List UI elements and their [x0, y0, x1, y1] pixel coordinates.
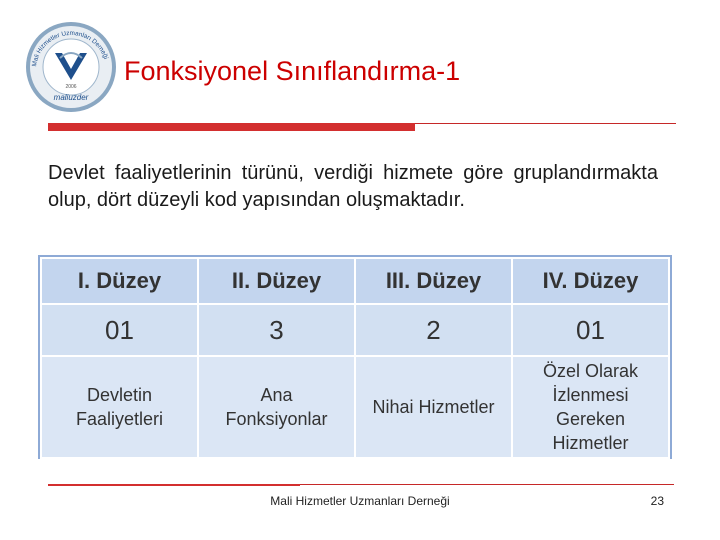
code-level-2: 3 — [198, 304, 355, 356]
logo-wordmark: maliuzder — [53, 93, 89, 102]
table-description-row — [41, 356, 669, 458]
desc-level-4 — [512, 356, 669, 458]
logo-ring-text: Mali Hizmetler Uzmanları Derneği — [31, 29, 110, 68]
logo-year: 2006 — [65, 84, 77, 90]
code-level-4: 01 — [512, 304, 669, 356]
title-divider-accent — [48, 123, 415, 131]
code-level-1: 01 — [41, 304, 198, 356]
slide-title: Fonksiyonel Sınıflandırma-1 — [124, 56, 461, 86]
desc-level-2 — [198, 356, 355, 458]
desc-level-1 — [41, 356, 198, 458]
header-level-3: III. Düzey — [355, 258, 512, 304]
footer-organization: Mali Hizmetler Uzmanları Derneği — [270, 494, 450, 508]
desc-level-3-text: Nihai Hizmetler — [372, 397, 495, 417]
desc-level-1-text: Devletin Faaliyetleri — [75, 385, 164, 429]
code-level-3: 2 — [355, 304, 512, 356]
association-logo — [24, 20, 118, 114]
header-level-4: IV. Düzey — [512, 258, 669, 304]
table-header-row — [41, 258, 669, 304]
header-level-1: I. Düzey — [41, 258, 198, 304]
header-level-2: II. Düzey — [198, 258, 355, 304]
slide-body-text: Devlet faaliyetlerinin türünü, verdiği hizmete göre gruplandırmakta olup, dört düzeyli kod yapısından oluşmaktadır. — [48, 162, 658, 211]
code-level-table — [38, 255, 672, 459]
footer-divider-accent — [48, 484, 300, 486]
desc-level-2-text: Ana Fonksiyonlar — [225, 385, 328, 429]
table-code-row — [41, 304, 669, 356]
page-number: 23 — [650, 494, 664, 508]
desc-level-3 — [355, 356, 512, 458]
desc-level-4-text: Özel Olarak İzlenmesi Gereken Hizmetler — [542, 361, 639, 453]
